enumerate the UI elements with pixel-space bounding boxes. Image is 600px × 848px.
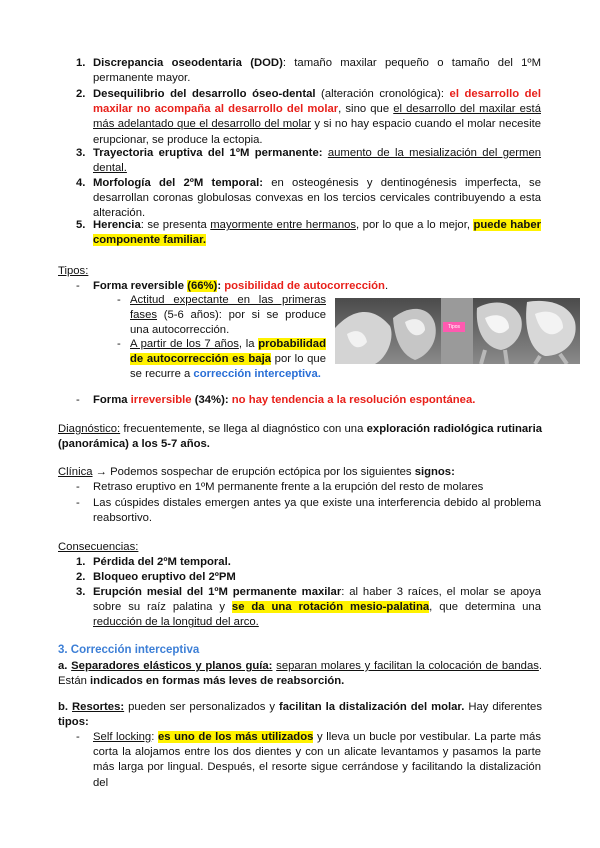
- list-item-trayectoria: Trayectoria eruptiva del 1ºM permanente: aumento de la mesialización del germen dental.: [93, 147, 542, 175]
- diagnostico-paragraph: Diagnóstico: frecuentemente, se llega al diagnóstico con una exploración radiológica rutinaria (panorámica) a los 5-7 años.: [58, 423, 542, 451]
- list-number: 3.: [76, 147, 86, 159]
- bullet-dash: -: [117, 338, 121, 350]
- tipos-label: Tipos:: [58, 265, 89, 277]
- xray-image: [335, 298, 580, 364]
- consecuencia-1: Pérdida del 2ºM temporal.: [93, 556, 231, 568]
- list-item-self-locking: Self locking: es uno de los más utilizados y lleva un bucle por vestibular. La parte más corta la alojamos entre los dos dientes y con un alicate levantamos y pasamos la parte más larga por lingual. Después, el resorte sigue cerrándose y facilitando la distalización del: [93, 731, 541, 789]
- bullet-dash: -: [76, 280, 80, 292]
- list-number: 1.: [76, 57, 86, 69]
- list-number: 3.: [76, 586, 86, 598]
- section-title: 3. Corrección interceptiva: [58, 644, 200, 656]
- bullet-dash: -: [76, 731, 80, 743]
- list-item: Retraso eruptivo en 1ºM permanente frente a la erupción del resto de molares: [93, 481, 484, 493]
- list-item: Las cúspides distales emergen antes ya que existe una interferencia debido al problema reabsortivo.: [93, 497, 541, 525]
- list-number: 2.: [76, 88, 86, 100]
- consecuencia-3: Erupción mesial del 1ºM permanente maxilar: al haber 3 raíces, el molar se apoya sobre su raíz palatina y se da una rotación mesio-palatina, que determina una reducción de la longitud del arco.: [93, 586, 542, 629]
- bullet-dash: -: [76, 394, 80, 406]
- clinica-paragraph: Clínica → Podemos sospechar de erupción ectópica por los siguientes signos:: [58, 466, 455, 478]
- forma-irreversible: Forma irreversible (34%): no hay tendencia a la resolución espontánea.: [93, 394, 476, 406]
- forma-reversible: Forma reversible (66%): posibilidad de autocorrección.: [93, 280, 389, 292]
- image-tag: Tipos: [443, 322, 465, 332]
- paragraph-separadores: a. Separadores elásticos y planos guía: separan molares y facilitan la colocación de bandas. Están indicados en formas más leves de reabsorción.: [58, 660, 543, 688]
- list-item-dod: Discrepancia oseodentaria (DOD): tamaño maxilar pequeño o tamaño del 1ºM permanente mayor.: [93, 57, 541, 85]
- consecuencia-2: Bloqueo eruptivo del 2ºPM: [93, 571, 236, 583]
- sub-item-actitud: Actitud expectante en las primeras fases (5-6 años): por si se produce una autocorrección.: [130, 294, 326, 337]
- list-item-morfologia: Morfología del 2ºM temporal: en osteogénesis y dentinogénesis imperfecta, se desarrollan coronas globulosas convexas en los tercios cervicales contribuyendo a esta alteración.: [93, 177, 541, 220]
- list-number: 1.: [76, 556, 86, 568]
- consecuencias-label: Consecuencias:: [58, 541, 139, 553]
- list-number: 4.: [76, 177, 86, 189]
- list-number: 2.: [76, 571, 86, 583]
- bullet-dash: -: [117, 294, 121, 306]
- sub-item-siete-anos: A partir de los 7 años, la probabilidad de autocorrección es baja por lo que se recurre a corrección interceptiva.: [130, 338, 326, 381]
- bullet-dash: -: [76, 481, 80, 493]
- bullet-dash: -: [76, 497, 80, 509]
- list-number: 5.: [76, 219, 86, 231]
- paragraph-resortes: b. Resortes: pueden ser personalizados y facilitan la distalización del molar. Hay diferentes tipos:: [58, 701, 542, 729]
- list-item-desequilibrio: Desequilibrio del desarrollo óseo-dental (alteración cronológica): el desarrollo del maxilar no acompaña al desarrollo del molar, sino que el desarrollo del maxilar está más adelantado que el desarrollo del molar y si no hay espacio cuando el molar necesite erupcionar, se produce la ectopia.: [93, 88, 542, 146]
- list-item-herencia: Herencia: se presenta mayormente entre hermanos, por lo que a lo mejor, puede haber componente familiar.: [93, 219, 541, 247]
